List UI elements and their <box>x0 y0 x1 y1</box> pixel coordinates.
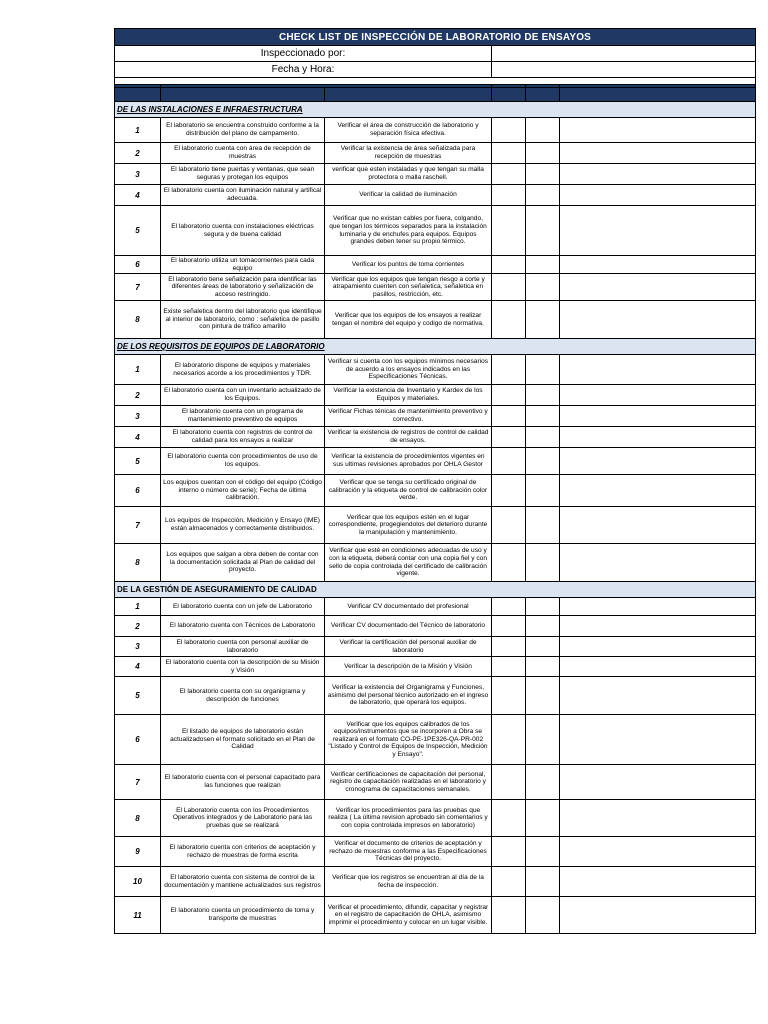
item-verification: Verificar Fichas ténicas de mantenimiento preventivo y correctivo. <box>325 406 492 427</box>
check-yes-cell[interactable] <box>492 475 526 507</box>
item-verification: Verificar la certificación del personal auxiliar de laboratorio <box>325 637 492 657</box>
check-yes-cell[interactable] <box>492 118 526 143</box>
observation-cell[interactable] <box>560 897 756 934</box>
item-verification: Verificar la calidad de iluminación <box>325 185 492 206</box>
item-verification: verificar que esten instaladas y que tengan su malla protectora o malla raschell. <box>325 164 492 185</box>
header-bar <box>115 88 756 102</box>
check-no-cell[interactable] <box>526 355 560 385</box>
item-number: 1 <box>115 118 161 143</box>
checklist-row <box>115 677 756 715</box>
item-description: El laboratorio dispone de equipos y materiales necesarios acorde a los procedimientos y TDR. <box>161 355 325 385</box>
item-description: El laboratorio cuenta con sistema de control de la documentación y mantiene actualizados sus registros <box>161 867 325 897</box>
check-yes-cell[interactable] <box>492 143 526 164</box>
checklist-row <box>115 616 756 637</box>
check-no-cell[interactable] <box>526 897 560 934</box>
item-description: El Laboratorio cuenta con los Procedimientos Operativos integrados y de Laboratorio para las pruebas que se realizará <box>161 800 325 837</box>
checklist-row <box>115 143 756 164</box>
item-description: El laboratorio utiliza un tomacorrientes para cada equipo <box>161 256 325 274</box>
item-verification: Verificar la existencia de Inventario y Kardex de los Equipos y materiales. <box>325 385 492 406</box>
section-header <box>115 102 756 118</box>
item-verification: Verificar certificaciones de capacitación del personal, registro de capacitación realizadas en el laboratorio y cronograma de capacitaciones semanales. <box>325 765 492 800</box>
item-number: 3 <box>115 406 161 427</box>
item-verification: Verificar el procedimiento, difundir, capacitar y registrar en el registro de capacitación de OHLA, asimismo imprimir el procedimiento y colocar en un lugar visible. <box>325 897 492 934</box>
check-yes-cell[interactable] <box>492 837 526 867</box>
observation-cell[interactable] <box>560 598 756 616</box>
item-verification: Verificar la existencia del Organigrama y Funciones, asimismo del personal técnico autorizado en el ingreso de laboratorio, que operará los equipos. <box>325 677 492 715</box>
observation-cell[interactable] <box>560 256 756 274</box>
check-no-cell[interactable] <box>526 598 560 616</box>
check-no-cell[interactable] <box>526 206 560 256</box>
observation-cell[interactable] <box>560 637 756 657</box>
checklist-row <box>115 406 756 427</box>
checklist-row <box>115 867 756 897</box>
check-yes-cell[interactable] <box>492 164 526 185</box>
checklist-row <box>115 256 756 274</box>
observation-cell[interactable] <box>560 677 756 715</box>
item-number: 2 <box>115 143 161 164</box>
item-verification: Verificar que se tenga su certificado original de calibración y la etiqueta de control de calibración color verde. <box>325 475 492 507</box>
checklist-row <box>115 301 756 339</box>
title-row <box>115 29 756 46</box>
observation-cell[interactable] <box>560 715 756 765</box>
checklist-row <box>115 185 756 206</box>
check-yes-cell[interactable] <box>492 765 526 800</box>
item-verification: Verificar la descripción de la Misión y Visión <box>325 657 492 677</box>
observation-cell[interactable] <box>560 143 756 164</box>
item-verification: Verificar la existencia de procedimientos vigentes en sus ultimas revisiones aprobados por OHLA Gestor <box>325 448 492 475</box>
section-title: DE LAS INSTALACIONES E INFRAESTRUCTURA <box>117 105 303 114</box>
observation-cell[interactable] <box>560 507 756 544</box>
checklist-row <box>115 427 756 448</box>
item-verification: Verificar el documento de criterios de aceptación y rechazo de muestras conforme a las Especificaciones Técnicas del proyecto. <box>325 837 492 867</box>
observation-cell[interactable] <box>560 448 756 475</box>
section-gestion-calidad <box>115 582 756 934</box>
item-verification: Verificar que no existan cables por fuera, colgando, que tengan los térmicos separados para la instalación luminaria y de enchufes para equipos. Equipos grandes deben tener su propio térmico. <box>325 206 492 256</box>
spacer-row <box>115 78 756 85</box>
item-number: 4 <box>115 657 161 677</box>
item-verification: Verificar CV documentado del profesional <box>325 598 492 616</box>
item-description: El laboratorio cuenta con el personal capacitado para las funciones que realizan <box>161 765 325 800</box>
item-number: 7 <box>115 274 161 301</box>
check-no-cell[interactable] <box>526 406 560 427</box>
check-yes-cell[interactable] <box>492 355 526 385</box>
check-yes-cell[interactable] <box>492 598 526 616</box>
date-value-field[interactable] <box>492 62 756 78</box>
observation-cell[interactable] <box>560 657 756 677</box>
checklist-table <box>114 28 756 934</box>
check-yes-cell[interactable] <box>492 800 526 837</box>
inspected-row <box>115 46 756 62</box>
observation-cell[interactable] <box>560 616 756 637</box>
item-verification: Verificar los procedimientos para las pruebas que realiza ( La última revision aprobado sin comentarios y con copia controlada impresos en laboratorio) <box>325 800 492 837</box>
observation-cell[interactable] <box>560 355 756 385</box>
check-yes-cell[interactable] <box>492 715 526 765</box>
item-number: 10 <box>115 867 161 897</box>
item-number: 1 <box>115 598 161 616</box>
check-no-cell[interactable] <box>526 616 560 637</box>
item-number: 5 <box>115 677 161 715</box>
item-number: 4 <box>115 427 161 448</box>
item-number: 7 <box>115 765 161 800</box>
item-number: 2 <box>115 385 161 406</box>
item-description: El laboratorio cuenta con iluminación natural y artifical adecuada. <box>161 185 325 206</box>
item-number: 7 <box>115 507 161 544</box>
item-description: El listado de equipos de laboratorio están actualizadosen el formato solicitado en el Plan de Calidad <box>161 715 325 765</box>
check-no-cell[interactable] <box>526 301 560 339</box>
check-yes-cell[interactable] <box>492 677 526 715</box>
checklist-row <box>115 598 756 616</box>
item-verification: Verificar que los registros se encuentran al día de la fecha de inspección. <box>325 867 492 897</box>
item-description: Existe señaletica dentro del laboratorio que identifique al interior de laboratorio, como : señaletica de pasillo con pintura de tráfico amarillo <box>161 301 325 339</box>
checklist-row <box>115 800 756 837</box>
item-verification: Verificar que los equipos estén en el lugar correspondiente, progegiendolos del deterioro durante la manipulación y mantenimiento. <box>325 507 492 544</box>
checklist-row <box>115 637 756 657</box>
observation-cell[interactable] <box>560 544 756 582</box>
observation-cell[interactable] <box>560 406 756 427</box>
check-no-cell[interactable] <box>526 385 560 406</box>
checklist-row <box>115 164 756 185</box>
item-number: 6 <box>115 715 161 765</box>
check-yes-cell[interactable] <box>492 301 526 339</box>
observation-cell[interactable] <box>560 185 756 206</box>
check-no-cell[interactable] <box>526 677 560 715</box>
item-number: 8 <box>115 301 161 339</box>
checklist-row <box>115 544 756 582</box>
check-no-cell[interactable] <box>526 867 560 897</box>
check-no-cell[interactable] <box>526 544 560 582</box>
section-header <box>115 339 756 355</box>
item-number: 11 <box>115 897 161 934</box>
item-number: 5 <box>115 206 161 256</box>
item-description: El laboratorio cuenta con Técnicos de Laboratorio <box>161 616 325 637</box>
check-yes-cell[interactable] <box>492 385 526 406</box>
check-no-cell[interactable] <box>526 475 560 507</box>
observation-cell[interactable] <box>560 164 756 185</box>
check-no-cell[interactable] <box>526 274 560 301</box>
check-no-cell[interactable] <box>526 507 560 544</box>
checklist-row <box>115 765 756 800</box>
item-number: 3 <box>115 637 161 657</box>
check-yes-cell[interactable] <box>492 657 526 677</box>
item-description: El laboratorio cuenta con instalaciones eléctricas segura y de buena calidad <box>161 206 325 256</box>
checklist-row <box>115 206 756 256</box>
check-yes-cell[interactable] <box>492 507 526 544</box>
item-description: El laboratorio tiene señalización para identificar las diferentes áreas de laboratorio y señalización de acceso restringido. <box>161 274 325 301</box>
item-verification: Verificar si cuenta con los equipos mínimos necesarios de acuerdo a los ensayos indicados en las Especificaciones Técnicas. <box>325 355 492 385</box>
checklist-row <box>115 274 756 301</box>
checklist-row <box>115 507 756 544</box>
item-number: 9 <box>115 837 161 867</box>
check-no-cell[interactable] <box>526 637 560 657</box>
item-verification: Verificar los puntos de toma corrientes <box>325 256 492 274</box>
check-yes-cell[interactable] <box>492 256 526 274</box>
observation-cell[interactable] <box>560 427 756 448</box>
checklist-row <box>115 475 756 507</box>
check-no-cell[interactable] <box>526 765 560 800</box>
check-yes-cell[interactable] <box>492 897 526 934</box>
observation-cell[interactable] <box>560 118 756 143</box>
checklist-sheet <box>114 28 755 934</box>
section-header <box>115 582 756 598</box>
item-number: 1 <box>115 355 161 385</box>
checklist-row <box>115 385 756 406</box>
observation-cell[interactable] <box>560 475 756 507</box>
section-instalaciones <box>115 102 756 339</box>
item-description: El laboratorio cuenta con la descripción de su Misión y Visión <box>161 657 325 677</box>
observation-cell[interactable] <box>560 800 756 837</box>
check-yes-cell[interactable] <box>492 448 526 475</box>
item-verification: Verificar que los equipos de los ensayos a realizar tengan el nombre del equipo y codigo de normativa. <box>325 301 492 339</box>
checklist-row <box>115 448 756 475</box>
item-description: El laboratorio cuenta con su organigrama y descripción de funciones <box>161 677 325 715</box>
check-no-cell[interactable] <box>526 185 560 206</box>
item-number: 2 <box>115 616 161 637</box>
item-description: Los equipos cuentan con el código del equipo (Código interno o número de serie); Fecha de última calibración. <box>161 475 325 507</box>
item-description: El laboratorio cuenta un procedimiento de toma y transporte de muestras <box>161 897 325 934</box>
check-yes-cell[interactable] <box>492 427 526 448</box>
checklist-row <box>115 118 756 143</box>
checklist-row <box>115 897 756 934</box>
check-no-cell[interactable] <box>526 118 560 143</box>
item-description: El laboratorio cuenta con un jefe de Laboratorio <box>161 598 325 616</box>
item-number: 4 <box>115 185 161 206</box>
observation-cell[interactable] <box>560 867 756 897</box>
item-number: 3 <box>115 164 161 185</box>
item-description: El laboratorio cuenta con registros de control de calidad para los ensayos a realizar <box>161 427 325 448</box>
item-description: El laboratorio cuenta con criterios de aceptación y rechazo de muestras de forma escrita <box>161 837 325 867</box>
item-verification: Verificar el área de construcción de laboratorio y separación física efectiva. <box>325 118 492 143</box>
check-no-cell[interactable] <box>526 448 560 475</box>
section-equipos <box>115 339 756 582</box>
checklist-row <box>115 355 756 385</box>
check-no-cell[interactable] <box>526 164 560 185</box>
observation-cell[interactable] <box>560 274 756 301</box>
item-verification: Verificar que los equipos calibrados de los equipos/instrumentos que se incorporen a Obra se realizará en el formato CO-PE-1PE326-QA-PR-002 "Listado y Control de Equipos de Inspección, Medición y Ensayo". <box>325 715 492 765</box>
check-yes-cell[interactable] <box>492 637 526 657</box>
item-verification: Verificar que esté en condiciones adecuadas de uso y con la etiqueta, deberá contar con una copia fiel y con sello de copia controlada del certificado de calibración vigente. <box>325 544 492 582</box>
check-no-cell[interactable] <box>526 143 560 164</box>
check-yes-cell[interactable] <box>492 185 526 206</box>
item-verification: Verificar CV documentado del Técnico de laboratorio <box>325 616 492 637</box>
item-verification: Verificar la existencia de registros de control de calidad de ensayos. <box>325 427 492 448</box>
section-title: DE LOS REQUISITOS DE EQUIPOS DE LABORATORIO <box>117 342 325 351</box>
check-no-cell[interactable] <box>526 256 560 274</box>
check-no-cell[interactable] <box>526 800 560 837</box>
section-title: DE LA GESTIÓN DE ASEGURAMIENTO DE CALIDAD <box>117 585 317 594</box>
date-label: Fecha y Hora: <box>115 62 492 78</box>
observation-cell[interactable] <box>560 385 756 406</box>
item-description: El laboratorio cuenta con personal auxiliar de laboratorio <box>161 637 325 657</box>
inspected-value-field[interactable] <box>492 46 756 62</box>
item-verification: Verificar la existencia de área señalizada para recepción de muestras <box>325 143 492 164</box>
checklist-row <box>115 837 756 867</box>
item-verification: Verificar que los equipos que tengan riesgo a corte y atrapamiento cuenten con señaletica, señaletica en pasillos, restricción, etc. <box>325 274 492 301</box>
item-description: El laboratorio se encuentra construido conforme a la distribución del plano de campamento. <box>161 118 325 143</box>
observation-cell[interactable] <box>560 301 756 339</box>
item-number: 8 <box>115 800 161 837</box>
item-number: 6 <box>115 256 161 274</box>
item-description: Los equipos que salgan a obra deben de contar con la documentación solicitada al Plan de calidad del proyecto. <box>161 544 325 582</box>
check-no-cell[interactable] <box>526 657 560 677</box>
check-no-cell[interactable] <box>526 837 560 867</box>
checklist-row <box>115 657 756 677</box>
item-description: El laboratorio cuenta con un inventario actualizado de los Equipos. <box>161 385 325 406</box>
check-no-cell[interactable] <box>526 427 560 448</box>
check-yes-cell[interactable] <box>492 274 526 301</box>
item-number: 8 <box>115 544 161 582</box>
item-description: El laboratorio cuenta con procedimientos de uso de los equipos. <box>161 448 325 475</box>
observation-cell[interactable] <box>560 765 756 800</box>
item-number: 6 <box>115 475 161 507</box>
item-description: El laboratorio tiene puertas y ventanas, que sean seguras y protegan los equipos <box>161 164 325 185</box>
item-number: 5 <box>115 448 161 475</box>
item-description: El laboratorio cuenta con área de recepción de muestras <box>161 143 325 164</box>
check-yes-cell[interactable] <box>492 544 526 582</box>
check-yes-cell[interactable] <box>492 406 526 427</box>
item-description: Los equipos de Inspección, Medición y Ensayo (IME) están almacenados y correctamente distribuidos. <box>161 507 325 544</box>
check-yes-cell[interactable] <box>492 206 526 256</box>
observation-cell[interactable] <box>560 837 756 867</box>
page-title: CHECK LIST DE INSPECCIÓN DE LABORATORIO DE ENSAYOS <box>115 29 756 46</box>
check-no-cell[interactable] <box>526 715 560 765</box>
date-row <box>115 62 756 78</box>
item-description: El laboratorio cuenta con un programa de mantenimiento preventivo de equipos <box>161 406 325 427</box>
checklist-row <box>115 715 756 765</box>
observation-cell[interactable] <box>560 206 756 256</box>
check-yes-cell[interactable] <box>492 867 526 897</box>
check-yes-cell[interactable] <box>492 616 526 637</box>
inspected-label: Inspeccionado por: <box>115 46 492 62</box>
